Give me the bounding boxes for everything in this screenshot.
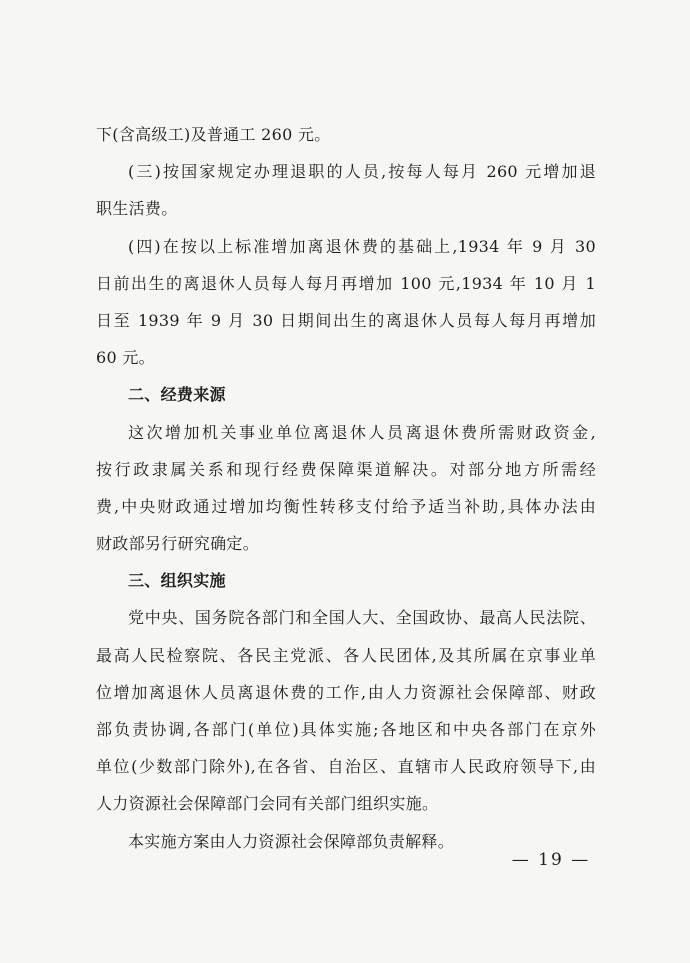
text-line: 按行政隶属关系和现行经费保障渠道解决。对部分地方所需经 xyxy=(96,459,596,479)
page-number: — 19 — xyxy=(511,850,591,870)
text-line: 党中央、国务院各部门和全国人大、全国政协、最高人民法院、 xyxy=(128,608,596,628)
text-line: 财政部另行研究确定。 xyxy=(96,534,260,554)
text-line: 本实施方案由人力资源社会保障部负责解释。 xyxy=(128,831,455,851)
text-line: 下(含高级工)及普通工 260 元。 xyxy=(96,125,331,144)
text-line: 职生活费。 xyxy=(96,199,178,219)
text-line: 单位(少数部门除外),在各省、自治区、直辖市人民政府领导下,由 xyxy=(96,757,596,777)
text-line: 位增加离退休人员离退休费的工作,由人力资源社会保障部、财政 xyxy=(96,682,596,702)
section-heading: 三、组织实施 xyxy=(128,571,226,591)
text-line: 这次增加机关事业单位离退休人员离退休费所需财政资金, xyxy=(128,422,596,442)
document-body xyxy=(96,116,596,860)
text-line: (三)按国家规定办理退职的人员,按每人每月 260 元增加退 xyxy=(128,162,596,182)
text-line: (四)在按以上标准增加离退休费的基础上,1934 年 9 月 30 xyxy=(128,236,596,256)
text-line: 日前出生的离退休人员每人每月再增加 100 元,1934 年 10 月 1 xyxy=(96,273,596,293)
text-line: 费,中央财政通过增加均衡性转移支付给予适当补助,具体办法由 xyxy=(96,496,596,516)
text-line: 部负责协调,各部门(单位)具体实施;各地区和中央各部门在京外 xyxy=(96,720,596,739)
text-line: 最高人民检察院、各民主党派、各人民团体,及其所属在京事业单 xyxy=(96,645,596,665)
text-line: 日至 1939 年 9 月 30 日期间出生的离退休人员每人每月再增加 xyxy=(96,310,596,330)
text-line: 60 元。 xyxy=(96,348,155,368)
text-line: 人力资源社会保障部门会同有关部门组织实施。 xyxy=(96,794,439,814)
section-heading: 二、经费来源 xyxy=(128,385,226,405)
